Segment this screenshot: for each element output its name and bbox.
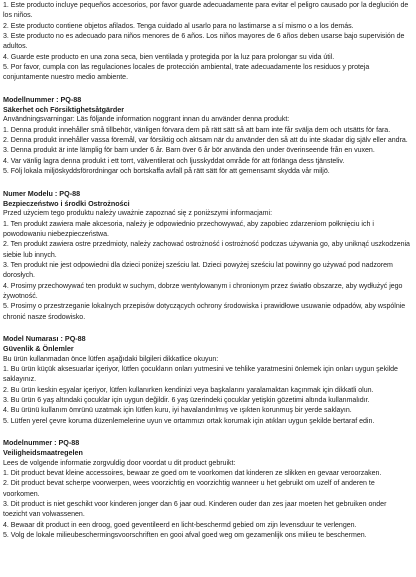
polish-section (3, 189, 412, 323)
pl-item-1: 1. Ten produkt zawiera małe akcesoria, należy je odpowiednio przechowywać, aby zapobiec zdarzeniom połknięciu ich i powodowaniu niebezpieczeństwa. (3, 220, 374, 238)
es-item-5: 5. Por favor, cumpla con las regulaciones locales de protección ambiental, trate adecuadamente los residuos y proteja conjuntamente nuestro medio ambiente. (3, 64, 370, 82)
pl-model-number: Numer Modelu : PQ-88 (3, 188, 81, 198)
sv-item-2: 2. Denna produkt innehåller vassa föremål, var försiktig och aktsam när du använder den så att du inte skadar dig själv eller andra. (3, 137, 408, 145)
pl-item-5: 5. Prosimy o przestrzeganie lokalnych przepisów dotyczących ochrony środowiska i prawidłowe usuwanie odpadów, aby wspólnie chronić nasze środowisko. (3, 303, 406, 321)
tr-heading: Güvenlik & Önlemler (3, 344, 74, 354)
tr-item-3: 3. Bu ürün 6 yaş altındaki çocuklar için uygun değildir. 6 yaş üzerindeki çocuklar yetişkin gözetimi altında kullanmalıdır. (3, 397, 370, 405)
es-item-3: 3. Este producto no es adecuado para niños menores de 6 años. Los niños mayores de 6 años deben usarse bajo supervisión de adultos. (3, 33, 405, 51)
nl-item-3: 3. Dit product is niet geschikt voor kinderen jonger dan 6 jaar oud. Kinderen ouder dan zes jaar moeten het gebruiken onder toezicht van volwassenen. (3, 501, 387, 519)
nl-intro: Lees de volgende informatie zorgvuldig door voordat u dit product gebruikt: (3, 459, 236, 467)
es-item-2: 2. Este producto contiene objetos afilados. Tenga cuidado al usarlo para no lastimarse a sí mismo o a los demás. (3, 22, 354, 30)
nl-heading: Veiligheidsmaatregelen (3, 448, 83, 458)
section-gap (3, 323, 412, 334)
swedish-section (3, 95, 412, 178)
pl-item-4: 4. Prosimy przechowywać ten produkt w suchym, dobrze wentylowanym i chronionym przez światło obszarze, aby wydłużyć jego żywotność. (3, 282, 403, 300)
section-gap (3, 178, 412, 189)
es-item-1: 1. Este producto incluye pequeños accesorios, por favor guarde adecuadamente para evitar el peligro causado por la deglución de los niños. (3, 2, 409, 20)
tr-item-1: 1. Bu ürün küçük aksesuarlar içeriyor, lütfen çocukların onları yutmesini ve tehlike yaratmesini önlemek için onları uygun şekilde saklayınız. (3, 366, 398, 384)
sv-item-5: 5. Följ lokala miljöskyddsförordningar och bortskaffa avfall på rätt sätt för att gemensamt skydda vår miljö. (3, 168, 330, 176)
tr-item-4: 4. Bu ürünü kullanım ömrünü uzatmak için lütfen kuru, iyi havalandırılmış ve ışıkten korunmuş bir yerde saklayın. (3, 407, 352, 415)
sv-item-1: 1. Denna produkt innehåller små tillbehör, vänligen förvara dem på rätt sätt så att barn inte får svälja dem och utsätts för fara. (3, 126, 391, 134)
nl-item-1: 1. Dit product bevat kleine accessoires, bewaar ze goed om te voorkomen dat kinderen ze slikken en gevaar veroorzaken. (3, 470, 382, 478)
pl-heading: Bezpieczeństwo i środki Ostrożności (3, 198, 130, 208)
sv-item-4: 4. Var vänlig lagra denna produkt i ett torrt, välventilerat och ljusskyddat område för att förlänga dess tjänsteliv. (3, 157, 345, 165)
nl-model-number: Modelnummer : PQ-88 (3, 438, 80, 448)
spanish-section (3, 1, 412, 84)
sv-heading: Säkerhet och Försiktighetsåtgärder (3, 105, 125, 115)
dutch-section (3, 438, 412, 541)
section-gap (3, 84, 412, 95)
es-item-4: 4. Guarde este producto en una zona seca, bien ventilada y protegida por la luz para prolongar su vida útil. (3, 53, 335, 61)
pl-item-3: 3. Ten produkt nie jest odpowiedni dla dzieci poniżej sześciu lat. Dzieci powyżej sześciu lat powinny go używać pod nadzorem dorosłych. (3, 261, 393, 280)
sv-item-3: 3. Denna produkt är inte lämplig för barn under 6 år. Barn över 6 år bör använda den under överinseende från en vuxen. (3, 147, 375, 155)
section-gap (3, 427, 412, 438)
nl-item-4: 4. Bewaar dit product in een droog, goed geventileerd en licht-beschermd gebied om zijn levensduur te verlengen. (3, 521, 357, 529)
tr-intro: Bu ürün kullanmadan önce lütfen aşağıdaki bilgileri dikkatlice okuyun: (3, 355, 219, 363)
sv-intro: Användningsvarningar: Läs följande information noggrant innan du använder denna produkt: (3, 116, 290, 124)
sv-model-number: Modellnummer : PQ-88 (3, 94, 82, 104)
turkish-section (3, 334, 412, 427)
nl-item-5: 5. Volg de lokale milieubeschermingsvoorschriften en gooi afval goed weg om gezamenlijk ons milieu te beschermen. (3, 532, 367, 540)
tr-model-number: Model Numarası : PQ-88 (3, 333, 86, 343)
pl-item-2: 2. Ten produkt zawiera ostre przedmioty, należy zachować ostrożność i ostrożność podczas używania go, aby uniknąć uszkodzenia siebie lub innych. (3, 241, 410, 259)
nl-item-2: 2. Dit product bevat scherpe voorwerpen, wees voorzichtig en voorzichtig wanneer u het gebruikt om uzelf of anderen te voorkomen. (3, 480, 375, 498)
pl-intro: Przed użyciem tego produktu należy uważnie zapoznać się z poniższymi informacjami: (3, 210, 273, 218)
tr-item-5: 5. Lütfen yerel çevre koruma düzenlemelerine uyun ve ortammızı ortak korumak için atıkları uygun şekilde bertaraf edin. (3, 417, 375, 425)
tr-item-2: 2. Bu ürün keskin eşyalar içeriyor, lütfen kullanırken kendinizi veya başkalarını yaralamaktan kaçınmak için dikkatli olun. (3, 386, 374, 394)
